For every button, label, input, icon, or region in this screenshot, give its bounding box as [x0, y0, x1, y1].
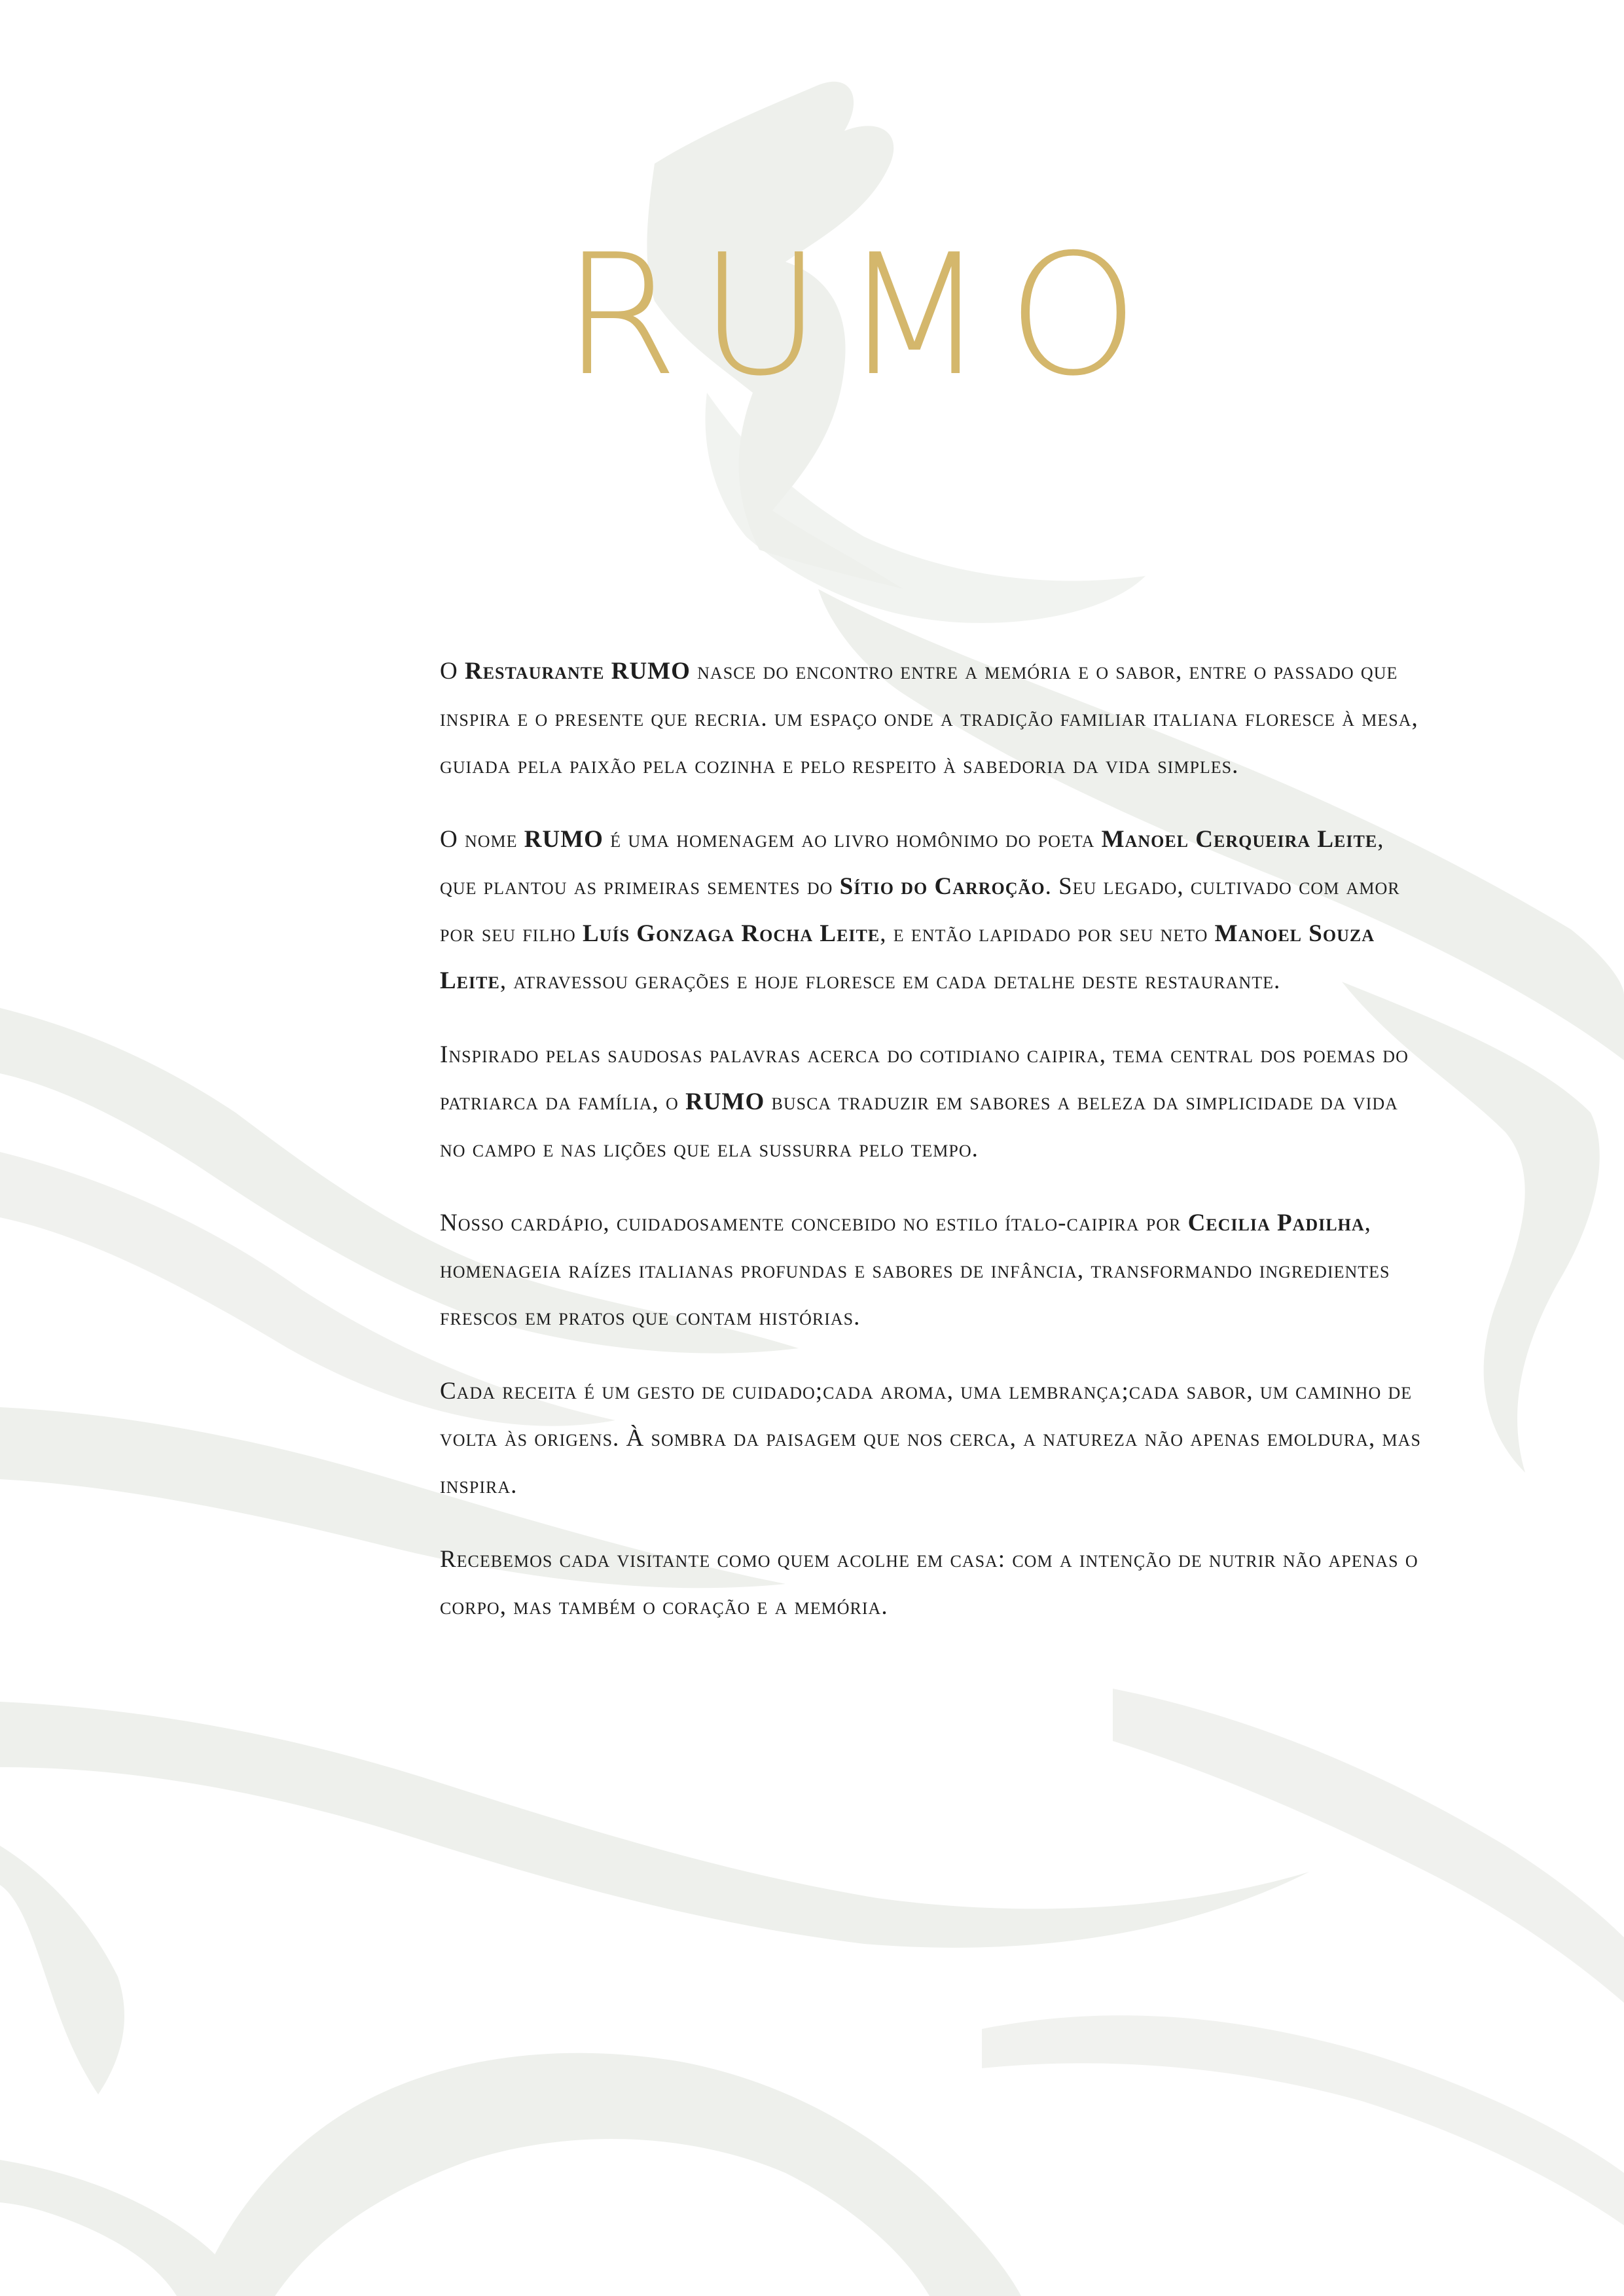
text-run: é uma homenagem ao livro homônimo do poeta: [603, 826, 1102, 853]
text-run: , e então lapidado por seu neto: [880, 920, 1215, 947]
text-run: busca traduzir em sabores a beleza da simplicidade da vida no campo e nas lições que ela sussurra pelo tempo.: [440, 1088, 1398, 1162]
paragraph: [440, 1200, 1422, 1341]
text-run: Nosso cardápio, cuidadosamente concebido no estilo ítalo-caipira por: [440, 1210, 1188, 1236]
bold-text: RUMO: [685, 1088, 765, 1115]
text-run: O nome: [440, 826, 524, 853]
text-run: , homenageia raízes italianas profundas e sabores de infância, transformando ingredientes frescos em pratos que contam histórias.: [440, 1210, 1390, 1331]
body-text: [440, 648, 1422, 1657]
bold-text: Cecilia Padilha: [1187, 1210, 1365, 1236]
page-title: RUMO: [562, 219, 1160, 413]
text-run: O: [440, 658, 465, 685]
text-run: . Seu legado, cultivado com amor por seu filho: [440, 873, 1400, 947]
text-run: Recebemos cada visitante como quem acolhe em casa: com a intenção de nutrir não apenas o corpo, mas também o coração e a memória.: [440, 1546, 1418, 1620]
text-run: , atravessou gerações e hoje floresce em cada detalhe deste restaurante.: [499, 967, 1281, 994]
paragraph: [440, 648, 1422, 789]
paragraph: [440, 1536, 1422, 1630]
bold-text: Manoel Souza Leite: [440, 920, 1375, 994]
bold-text: RUMO: [524, 826, 604, 853]
paragraph: [440, 1368, 1422, 1509]
bold-text: Restaurante RUMO: [464, 658, 691, 685]
text-run: nasce do encontro entre a memória e o sabor, entre o passado que inspira e o presente que recria. um espaço onde a tradição familiar italiana floresce à mesa, guiada pela paixão pela cozinha e pelo respeito à sabedoria da vida simples.: [440, 658, 1418, 779]
text-run: Cada receita é um gesto de cuidado;cada aroma, uma lembrança;cada sabor, um caminho de volta às origens. À sombra da paisagem que nos cerca, a natureza não apenas emoldura, mas inspira.: [440, 1378, 1421, 1499]
bold-text: Luís Gonzaga Rocha Leite: [583, 920, 880, 947]
bold-text: Manoel Cerqueira Leite: [1101, 826, 1378, 853]
text-run: Inspirado pelas saudosas palavras acerca do cotidiano caipira, tema central dos poemas do patriarca da família, o: [440, 1041, 1409, 1115]
bold-text: Sítio do Carroção: [839, 873, 1045, 900]
text-run: , que plantou as primeiras sementes do: [440, 826, 1384, 900]
paragraph: [440, 816, 1422, 1005]
paragraph: [440, 1031, 1422, 1173]
